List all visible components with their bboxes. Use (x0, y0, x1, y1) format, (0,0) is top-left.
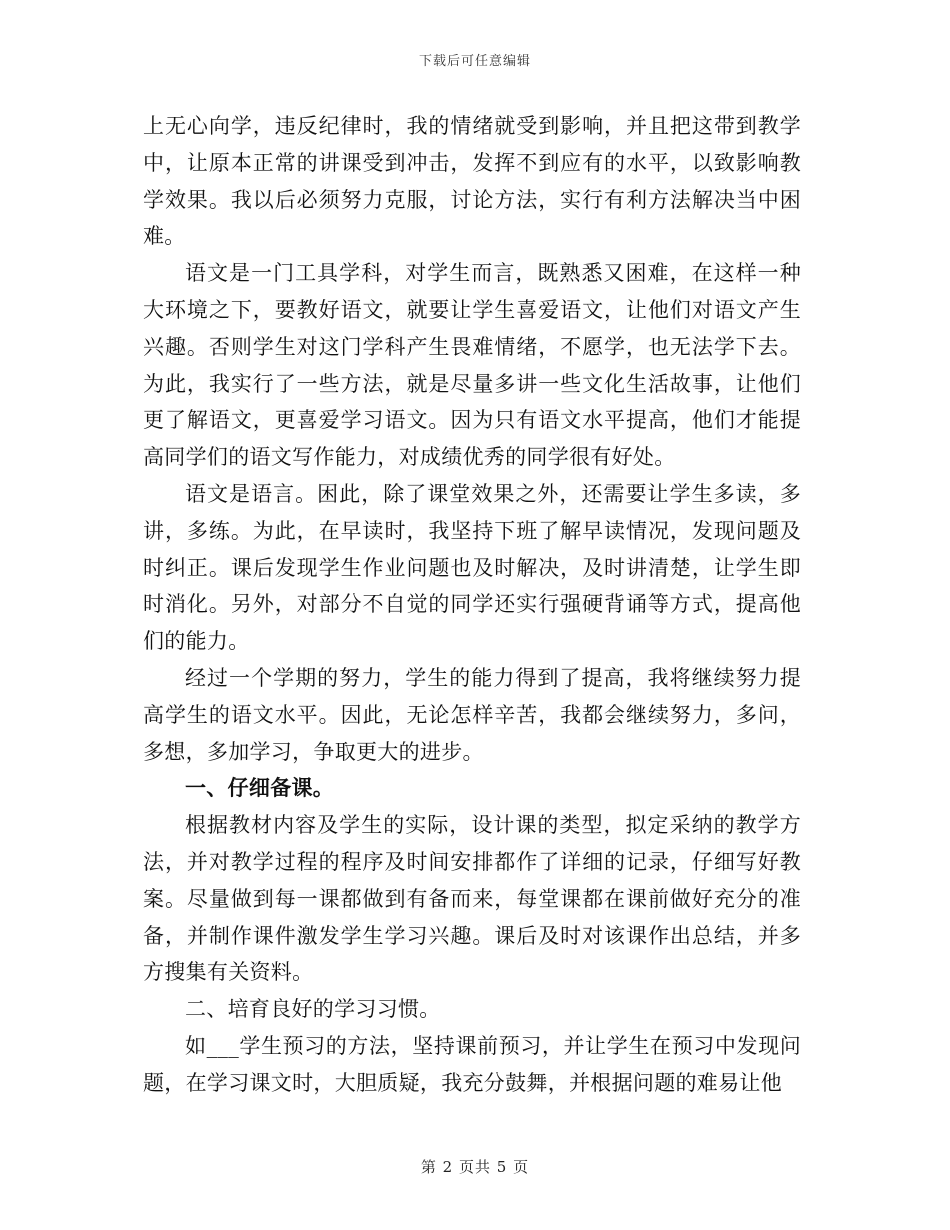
paragraph-lesson-prep: 根据教材内容及学生的实际，设计课的类型，拟定采纳的教学方法，并对教学过程的程序及时间安排都作了详细的记录，仔细写好教案。尽量做到每一课都做到有备而来，每堂课都在课前做好充分的准备，并制作课件激发学生学习兴趣。课后及时对该课作出总结，并多方搜集有关资料。 (143, 813, 801, 985)
paragraph-chinese-interest: 语文是一门工具学科，对学生而言，既熟悉又困难，在这样一种大环境之下，要教好语文，就要让学生喜爱语文，让他们对语文产生兴趣。否则学生对这门学科产生畏难情绪，不愿学，也无法学下去。为此，我实行了一些方法，就是尽量多讲一些文化生活故事，让他们更了解语文，更喜爱学习语文。因为只有语文水平提高，他们才能提高同学们的语文写作能力，对成绩优秀的同学很有好处。 (143, 261, 801, 470)
section-heading-study-habits: 二、培育良好的学习习惯。 (185, 997, 441, 1022)
paragraph-study-habits: 如___学生预习的方法，坚持课前预习，并让学生在预习中发现问题，在学习课文时，大胆质疑，我充分鼓舞，并根据问题的难易让他 (143, 1033, 801, 1095)
paragraph-progress: 经过一个学期的努力，学生的能力得到了提高，我将继续努力提高学生的语文水平。因此，无论怎样辛苦，我都会继续努力，多问，多想，多加学习，争取更大的进步。 (143, 665, 801, 764)
paragraph-continuation: 上无心向学，违反纪律时，我的情绪就受到影响，并且把这带到教学中，让原本正常的讲课受到冲击，发挥不到应有的水平，以致影响教学效果。我以后必须努力克服，讨论方法，实行有利方法解决当中困难。 (143, 114, 801, 249)
page-number: 第 2 页共 5 页 (420, 1158, 530, 1176)
page-header: 下载后可任意编辑 (418, 54, 531, 69)
document-body (143, 108, 801, 1102)
paragraph-practice: 语文是语言。困此，除了课堂效果之外，还需要让学生多读，多讲，多练。为此，在早读时，我坚持下班了解早读情况，发现问题及时纠正。课后发现学生作业问题也及时解决，及时讲清楚，让学生即时消化。另外，对部分不自觉的同学还实行强硬背诵等方式，提高他们的能力。 (143, 481, 801, 654)
section-heading-lesson-prep: 一、仔细备课。 (185, 775, 335, 801)
